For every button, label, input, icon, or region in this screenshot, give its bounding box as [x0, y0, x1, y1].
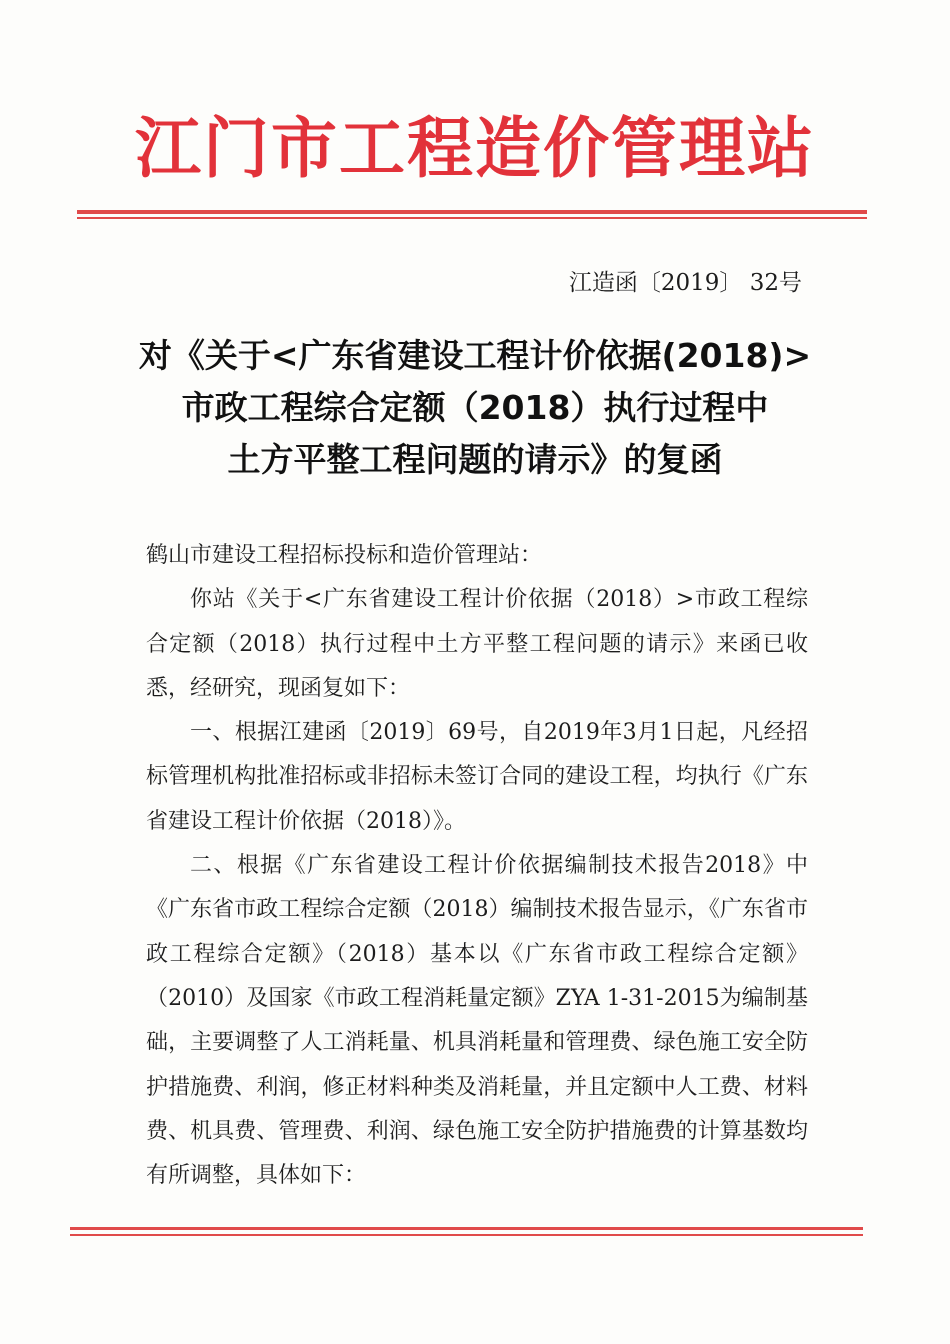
document-body: [146, 534, 808, 1198]
paragraph-item-1: 一、根据江建函〔2019〕69号，自2019年3月1日起，凡经招标管理机构批准招标或非招标未签订合同的建设工程，均执行《广东省建设工程计价依据（2018）》。: [146, 720, 808, 834]
footer-rule-thin: [70, 1234, 863, 1236]
footer-rule-thick: [70, 1227, 863, 1230]
recipient-line: 鹤山市建设工程招标投标和造价管理站：: [146, 543, 543, 568]
title-line-3: 土方平整工程问题的请示》的复函: [227, 440, 723, 479]
letterhead-rule-thin: [77, 217, 867, 219]
title-line-1: 对《关于<广东省建设工程计价依据(2018)>: [138, 336, 812, 375]
paragraph-item-2: 二、根据《广东省建设工程计价依据编制技术报告2018》中《广东省市政工程综合定额（2018）编制技术报告显示，《广东省市政工程综合定额》（2018）基本以《广东省市政工程综合定额》（2010）及国家《市政工程消耗量定额》ZYA 1-31-2015为编制基础，主要调整了人工消耗量、机具消耗量和管理费、绿色施工安全防护措施费、利润，修正材料种类及消耗量，并且定额中人工费、材料费、机具费、管理费、利润、绿色施工安全防护措施费的计算基数均有所调整，具体如下：: [146, 853, 808, 1189]
document-title: [0, 330, 950, 486]
document-number: 江造函〔2019〕 32号: [568, 270, 802, 296]
org-letterhead-title: 江门市工程造价管理站: [135, 109, 815, 187]
paragraph-intro: 你站《关于<广东省建设工程计价依据（2018）>市政工程综合定额（2018）执行过程中土方平整工程问题的请示》来函已收悉，经研究，现函复如下：: [146, 587, 808, 701]
title-line-2: 市政工程综合定额（2018）执行过程中: [181, 388, 769, 427]
letterhead-rule-thick: [77, 210, 867, 214]
